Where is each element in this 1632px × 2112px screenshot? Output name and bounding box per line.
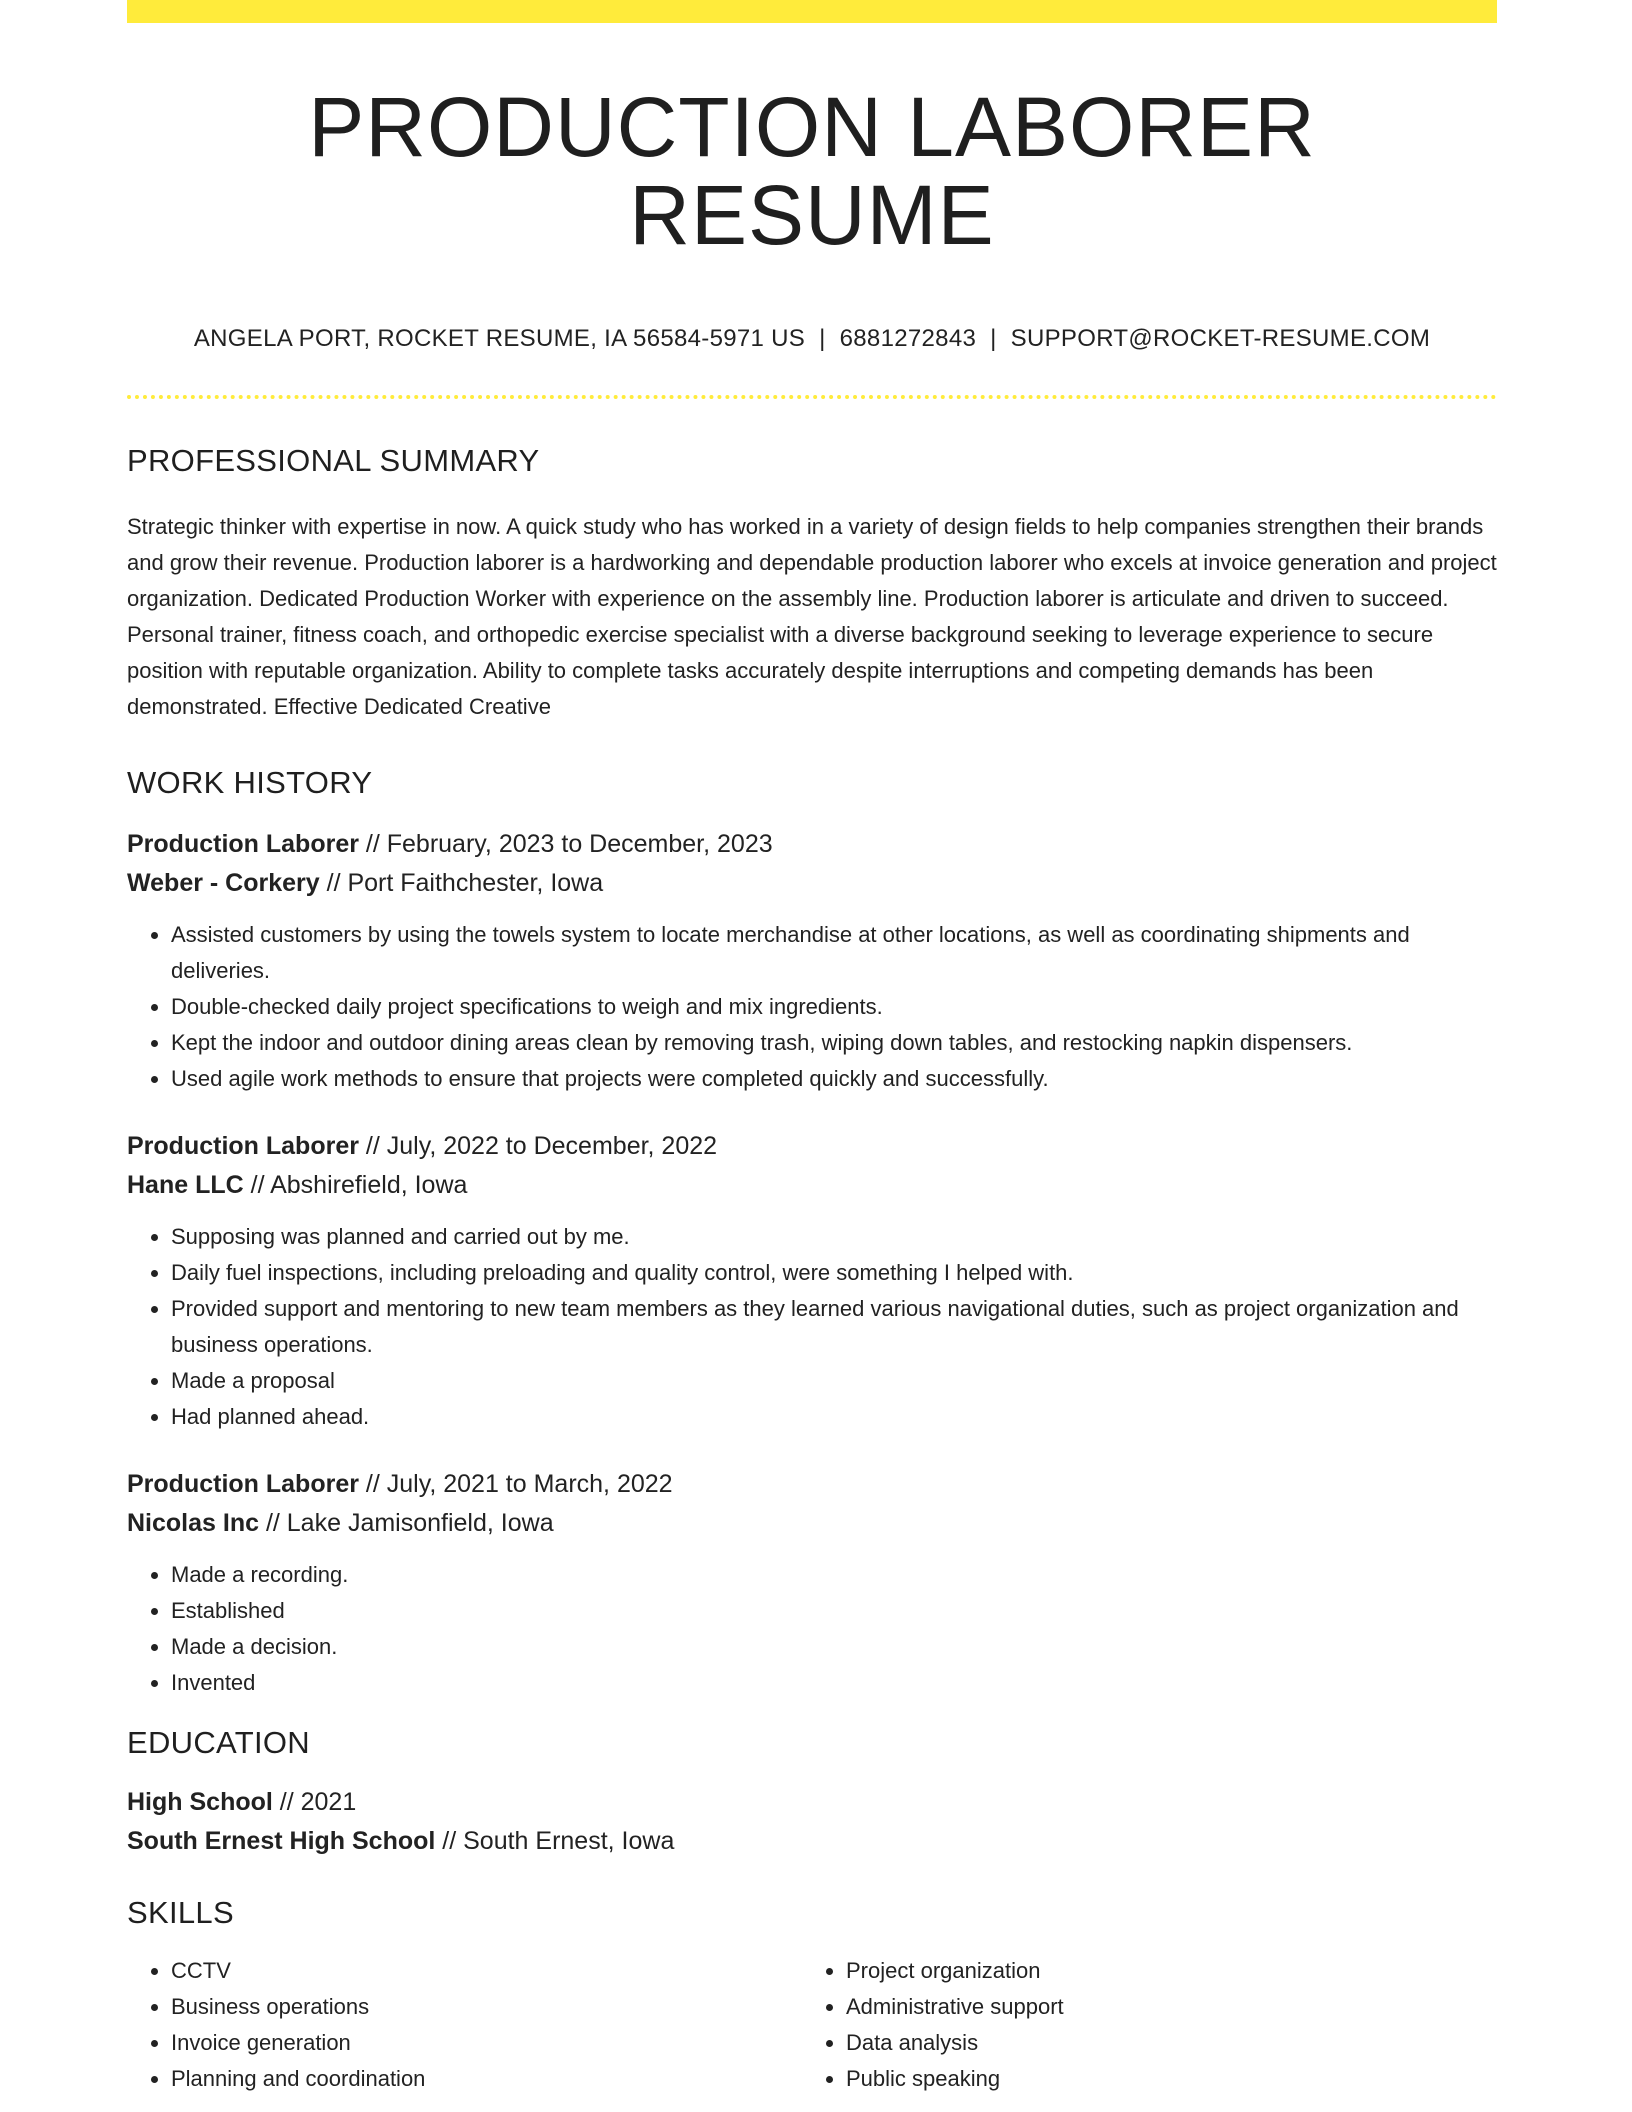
job-company-line <box>127 1166 1497 1205</box>
dotted-divider <box>127 395 1497 399</box>
job-bullet-item: • Established <box>171 1593 1497 1629</box>
work-history-heading: WORK HISTORY <box>127 765 373 801</box>
contact-separator: | <box>990 325 997 353</box>
skill-item: • Administrative support <box>846 1989 1476 2025</box>
job-location: // Abshirefield, Iowa <box>243 1171 468 1200</box>
skill-item: • Data analysis <box>846 2025 1476 2061</box>
skills-heading: SKILLS <box>127 1895 234 1931</box>
education-location: // South Ernest, Iowa <box>435 1827 675 1856</box>
job-dates: // July, 2021 to March, 2022 <box>358 1470 673 1499</box>
skill-item: • Project organization <box>846 1953 1476 1989</box>
job-company: Nicolas Inc <box>127 1509 259 1538</box>
job-title: Production Laborer <box>127 1470 359 1499</box>
job-dates: // February, 2023 to December, 2023 <box>358 830 773 859</box>
job-bullet-item: • Made a decision. <box>171 1629 1497 1665</box>
job-bullet-item: • Made a proposal <box>171 1363 1497 1399</box>
skills-right-list <box>801 1953 1476 2097</box>
job-bullet-item: • Supposing was planned and carried out by me. <box>171 1219 1497 1255</box>
job-location: // Port Faithchester, Iowa <box>319 869 604 898</box>
job-title-line <box>127 825 1497 864</box>
job-bullet-item: • Invented <box>171 1665 1497 1701</box>
job-bullets <box>127 1219 1497 1435</box>
job-location: // Lake Jamisonfield, Iowa <box>259 1509 554 1538</box>
summary-heading: PROFESSIONAL SUMMARY <box>127 443 540 479</box>
job-dates: // July, 2022 to December, 2022 <box>358 1132 718 1161</box>
resume-page <box>127 0 1497 2097</box>
job-title-line <box>127 1127 1497 1166</box>
job-title: Production Laborer <box>127 830 359 859</box>
job-bullets <box>127 1557 1497 1701</box>
skill-item: • Planning and coordination <box>171 2061 801 2097</box>
skill-item: • CCTV <box>171 1953 801 1989</box>
skill-item: • Invoice generation <box>171 2025 801 2061</box>
contact-address: ANGELA PORT, ROCKET RESUME, IA 56584-5971 US <box>193 325 806 353</box>
job-list <box>127 825 1497 1701</box>
resume-title: PRODUCTION LABORER RESUME <box>308 80 1316 263</box>
job-bullet-item: • Kept the indoor and outdoor dining areas clean by removing trash, wiping down tables, and restocking napkin dispensers. <box>171 1025 1497 1061</box>
job-bullet-item: • Used agile work methods to ensure that projects were completed quickly and successfully. <box>171 1061 1497 1097</box>
education-degree: High School <box>127 1788 273 1817</box>
job-company: Weber - Corkery <box>127 869 320 898</box>
job-title: Production Laborer <box>127 1132 359 1161</box>
job-company-line <box>127 864 1497 903</box>
skills-left-list <box>127 1953 801 2097</box>
job-bullet-item: • Made a recording. <box>171 1557 1497 1593</box>
education-year: // 2021 <box>272 1788 357 1817</box>
job-entry <box>127 1127 1497 1435</box>
job-bullet-item: • Provided support and mentoring to new team members as they learned various navigational duties, such as project organization and business operations. <box>171 1291 1497 1363</box>
education-entry <box>127 1783 1497 1861</box>
job-bullet-item: • Double-checked daily project specifications to weigh and mix ingredients. <box>171 989 1497 1025</box>
skills-columns <box>127 1953 1497 2097</box>
job-bullet-item: • Assisted customers by using the towels system to locate merchandise at other locations, as well as coordinating shipments and deliveries. <box>171 917 1497 989</box>
job-entry <box>127 825 1497 1097</box>
skill-item: • Business operations <box>171 1989 801 2025</box>
job-entry <box>127 1465 1497 1701</box>
summary-text: Strategic thinker with expertise in now. A quick study who has worked in a variety of design fields to help companies strengthen their brands and grow their revenue. Production laborer is a hardworking and dependable production laborer who excels at invoice generation and project organization. Dedicated Production Worker with experience on the assembly line. Production laborer is articulate and driven to succeed. Personal trainer, fitness coach, and orthopedic exercise specialist with a diverse background seeking to leverage experience to secure position with reputable organization. Ability to complete tasks accurately despite interruptions and competing demands has been demonstrated. Effective Dedicated Creative <box>127 514 1497 720</box>
job-bullets <box>127 917 1497 1097</box>
job-title-line <box>127 1465 1497 1504</box>
contact-separator: | <box>819 325 826 353</box>
skill-item: • Public speaking <box>846 2061 1476 2097</box>
education-degree-line <box>127 1783 1497 1822</box>
contact-line <box>127 325 1497 353</box>
accent-bar <box>127 0 1497 23</box>
job-bullet-item: • Daily fuel inspections, including preloading and quality control, were something I helped with. <box>171 1255 1497 1291</box>
education-school: South Ernest High School <box>127 1827 436 1856</box>
education-heading: EDUCATION <box>127 1725 310 1761</box>
contact-email: SUPPORT@ROCKET-RESUME.COM <box>1010 325 1431 353</box>
education-school-line <box>127 1822 1497 1861</box>
contact-phone: 6881272843 <box>839 325 977 353</box>
job-company: Hane LLC <box>127 1171 244 1200</box>
job-company-line <box>127 1504 1497 1543</box>
job-bullet-item: • Had planned ahead. <box>171 1399 1497 1435</box>
